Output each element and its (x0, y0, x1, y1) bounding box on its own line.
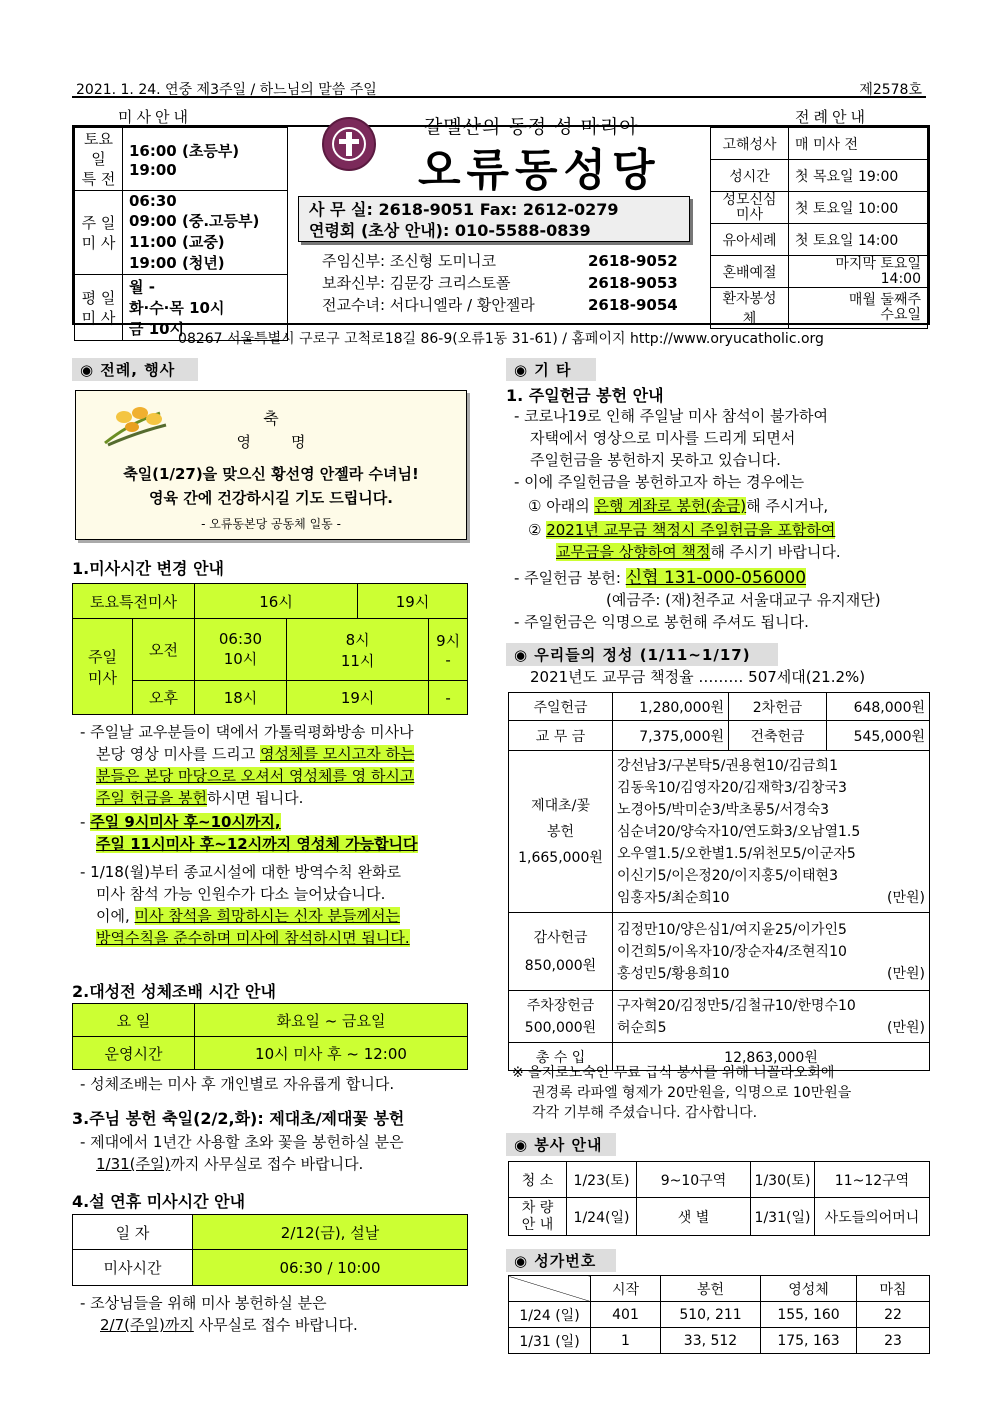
cell: 오전 (133, 619, 195, 681)
note-line: 주일 11시미사 후~12시까지 영성체 가능합니다 (96, 835, 418, 853)
mass-label-sat: 토요일 특 전 (75, 128, 123, 191)
cell: 건축헌금 (729, 721, 827, 751)
note-line: 이에, 미사 참석을 희망하시는 신자 분들께서는 (96, 907, 400, 925)
donation-note (512, 1063, 851, 1123)
cell: 오후 (133, 681, 195, 715)
cell: 22 (857, 1302, 930, 1328)
hymn-header: 마침 (857, 1276, 930, 1302)
cell: 9~10구역 (637, 1162, 751, 1198)
cell: 9시 - (429, 619, 468, 681)
cell (509, 1276, 591, 1302)
liturgy-row (711, 128, 928, 160)
liturgy-value: 첫 토요일 14:00 (789, 224, 928, 256)
cell: 샛 별 (637, 1198, 751, 1236)
greeting-title: 축 (263, 409, 279, 428)
cell: 155, 160 (761, 1302, 857, 1328)
liturgy-row (711, 224, 928, 256)
service-table (508, 1161, 930, 1236)
cell: 1,280,000원 (613, 693, 729, 721)
lunar-note (80, 1292, 358, 1336)
note-line: - 주일헌금 봉헌: 신협 131-000-056000 (514, 568, 807, 588)
note-line: 1/31(주일)까지 사무실로 접수 바랍니다. (96, 1155, 364, 1173)
mass-change-table (72, 583, 468, 715)
office-phone-line: 사 무 실: 2618-9051 Fax: 2612-0279 (309, 200, 619, 219)
parish-name: 오류동성당 (418, 145, 661, 196)
liturgy-label: 성모신심 미사 (711, 192, 789, 224)
liturgy-label: 환자봉성체 (711, 288, 789, 329)
parish-address: 08267 서울특별시 구로구 고척로18길 86-9(오류1동 31-61) / 홈페이지 http://www.oryucatholic.org (178, 331, 824, 347)
cell: 10시 미사 후 ~ 12:00 (195, 1037, 468, 1070)
funeral-contact-line: 연령회 (초상 안내): 010-5588-0839 (309, 221, 591, 240)
offering-guide-text (514, 405, 934, 633)
greeting-subtitle: 영명 (236, 433, 346, 451)
mass-times-sat: 16:00 (초등부) 19:00 (123, 128, 288, 191)
liturgy-value: 매 미사 전 (789, 128, 928, 160)
cell: 2/12(금), 설날 (193, 1215, 468, 1250)
adoration-note: - 성체조배는 미사 후 개인별로 자유롭게 합니다. (80, 1075, 395, 1093)
cell: 토요특전미사 (73, 584, 195, 619)
cell: 미사시간 (73, 1250, 193, 1286)
cell: 06:30 / 10:00 (193, 1250, 468, 1286)
cell: 11~12구역 (815, 1162, 930, 1198)
presentation-note (80, 1131, 404, 1175)
section-offerings: ◉ 우리들의 정성 (1/11~1/17) (506, 643, 778, 666)
cell: 감사헌금 850,000원 (509, 913, 613, 991)
note-line: 분들은 본당 마당으로 오셔서 영성체를 영 하시고 (96, 767, 415, 785)
heading-offering-guide: 1. 주일헌금 봉헌 안내 (506, 386, 664, 405)
cell: 화요일 ~ 금요일 (195, 1004, 468, 1037)
note-line: - 주일헌금은 익명으로 봉헌해 주셔도 됩니다. (514, 613, 809, 631)
cell: 545,000원 (827, 721, 930, 751)
note-line: ※ 을지로노숙인 무료 급식 봉사를 위해 니꼴라오회에 (512, 1065, 835, 1081)
cell: 1/24(일) (567, 1198, 637, 1236)
cell: 2차헌금 (729, 693, 827, 721)
cell: 18시 (195, 681, 287, 715)
cell: 사도들의어머니 (815, 1198, 930, 1236)
cell: 19시 (287, 681, 429, 715)
feast-day-greeting (75, 390, 467, 540)
liturgy-value: 마지막 토요일 14:00 (789, 256, 928, 288)
hymn-date: 1/24 (일) (509, 1302, 591, 1328)
liturgy-row (711, 256, 928, 288)
cell: 1/23(토) (567, 1162, 637, 1198)
cell: 23 (857, 1328, 930, 1354)
note-line: 2/7(주일)까지 사무실로 접수 바랍니다. (100, 1316, 358, 1334)
section-service: ◉ 봉사 안내 (506, 1133, 616, 1156)
mass-label-weekday: 평 일 미 사 (75, 275, 123, 341)
cell: 16시 (195, 584, 358, 619)
heading-lunar-new-year: 4.설 연휴 미사시간 안내 (72, 1192, 246, 1211)
note-line: - 코로나19로 인해 주일날 미사 참석이 불가하여 (514, 407, 828, 425)
clergy-phone: 2618-9052 (588, 252, 678, 270)
note-line: 주일 헌금을 봉헌하시면 됩니다. (96, 789, 304, 807)
cell: 제대초/꽃 봉헌 1,665,000원 (509, 751, 613, 913)
liturgy-value: 첫 토요일 10:00 (789, 192, 928, 224)
mass-times-weekday: 월 - 화·수·목 10시 금 10시 (123, 275, 288, 341)
adoration-table (72, 1003, 468, 1070)
cell: 12,863,000원 (613, 1043, 930, 1071)
note-line: 방역수칙을 준수하며 미사에 참석하시면 됩니다. (96, 929, 410, 947)
section-other: ◉ 기 타 (506, 358, 596, 381)
offerings-table (508, 692, 930, 1071)
note-line: 교무금을 상향하여 책정해 주시기 바랍니다. (556, 543, 841, 561)
cell: 운영시간 (73, 1037, 195, 1070)
cell: 주일 미사 (73, 619, 133, 715)
section-hymns: ◉ 성가번호 (506, 1249, 616, 1272)
cell: 06:30 10시 (195, 619, 287, 681)
cell: 강선남3/구본탁5/권용현10/김금희1 김동욱10/김영자20/김재학3/김창국3 노경아5/박미순3/박초롱5/서경숙3 심순녀20/양숙자10/연도화3/오남열1.5 오우열1.5/오한별1.5/위천모5/이군자5 이신기5/이은정20/이지홍5/이태현3 임홍자5/최순희10 (만원) (613, 751, 930, 913)
cell: 19시 (358, 584, 468, 619)
section-liturgy-events: ◉ 전례, 행사 (72, 358, 198, 381)
liturgy-label: 고해성사 (711, 128, 789, 160)
greeting-signature: - 오류동본당 공동체 일동 - (201, 517, 341, 531)
note-line: - 1/18(월)부터 종교시설에 대한 방역수칙 완화로 (80, 863, 401, 881)
cell: 7,375,000원 (613, 721, 729, 751)
note-line: - 주일날 교우분들이 댁에서 가톨릭평화방송 미사나 (80, 723, 414, 741)
cell: 1/30(토) (751, 1162, 815, 1198)
issue-number: 제2578호 (859, 82, 922, 98)
cell: 401 (591, 1302, 661, 1328)
note-line: (예금주: (재)천주교 서울대교구 유지재단) (606, 591, 881, 609)
cell: 1 (591, 1328, 661, 1354)
note-line: ② 2021년 교무금 책정시 주일헌금을 포함하여 (528, 521, 836, 539)
parish-subtitle: 갈멜산의 동정 성 마리아 (424, 116, 639, 138)
cell: 교 무 금 (509, 721, 613, 751)
cell: 33, 512 (661, 1328, 761, 1354)
clergy-name: 보좌신부: 김문강 크리스토폴 (322, 274, 511, 292)
liturgy-value: 매월 둘째주 수요일 (789, 288, 928, 329)
hymn-date: 1/31 (일) (509, 1328, 591, 1354)
parish-logo (322, 117, 376, 171)
clergy-name: 전교수녀: 서다니엘라 / 황안젤라 (322, 296, 535, 314)
cell: 차 량 안 내 (509, 1198, 567, 1236)
mass-change-notes (80, 721, 480, 949)
cell: 175, 163 (761, 1328, 857, 1354)
heading-presentation-feast: 3.주님 봉헌 축일(2/2,화): 제대초/제대꽃 봉헌 (72, 1109, 405, 1128)
liturgy-label: 성시간 (711, 160, 789, 192)
cell: 일 자 (73, 1215, 193, 1250)
liturgy-label: 유아세례 (711, 224, 789, 256)
note-line: - 조상님들을 위해 미사 봉헌하실 분은 (80, 1294, 327, 1312)
note-line: 권경록 라파엘 형제가 20만원을, 익명으로 10만원을 (532, 1085, 852, 1101)
cell: 1/31(일) (751, 1198, 815, 1236)
heading-adoration: 2.대성전 성체조배 시간 안내 (72, 982, 276, 1001)
cell: 주일헌금 (509, 693, 613, 721)
liturgy-row (711, 288, 928, 329)
cell: 주차장헌금 500,000원 (509, 991, 613, 1043)
liturgy-row (711, 192, 928, 224)
cell: 648,000원 (827, 693, 930, 721)
note-line: ① 아래의 은행 계좌로 봉헌(송금)해 주시거나, (528, 497, 829, 515)
greeting-line1: 축일(1/27)을 맞으신 황선영 안젤라 수녀님! (123, 465, 419, 483)
cell: 요 일 (73, 1004, 195, 1037)
hymn-header: 봉헌 (661, 1276, 761, 1302)
office-contact-box (298, 196, 690, 242)
hymn-table (508, 1275, 930, 1354)
note-line: 각각 기부해 주셨습니다. 감사합니다. (532, 1105, 758, 1121)
mass-info-title: 미사안내 (118, 108, 192, 126)
note-line: 주일헌금을 봉헌하지 못하고 있습니다. (530, 451, 781, 469)
note-line: 미사 참석 가능 인원수가 다소 늘어났습니다. (96, 885, 386, 903)
clergy-name: 주임신부: 조신형 도미니코 (322, 252, 496, 270)
cell: 구자혁20/김정만5/김철규10/한명수10 허순희5 (만원) (613, 991, 930, 1043)
cell: 김정만10/양은심1/여지윤25/이가인5 이건희5/이옥자10/장순자4/조현직10 홍성민5/황용희10 (만원) (613, 913, 930, 991)
heading-mass-change: 1.미사시간 변경 안내 (72, 559, 224, 578)
liturgy-info-title: 전례안내 (795, 108, 869, 126)
mass-schedule-table (74, 127, 288, 341)
hymn-header: 시작 (591, 1276, 661, 1302)
issue-bar (72, 78, 926, 98)
hymn-header: 영성체 (761, 1276, 857, 1302)
cell: 510, 211 (661, 1302, 761, 1328)
tithe-rate: 2021년도 교무금 책정율 ……… 507세대(21.2%) (530, 668, 866, 686)
note-line: 자택에서 영상으로 미사를 드리게 되면서 (530, 429, 796, 447)
issue-date: 2021. 1. 24. 연중 제3주일 / 하느님의 말씀 주일 (76, 82, 377, 98)
mass-times-sun: 06:30 09:00 (중.고등부) 11:00 (교중) 19:00 (청년) (123, 191, 288, 275)
greeting-line2: 영육 간에 건강하시길 기도 드립니다. (149, 489, 393, 507)
note-line: - 이에 주일헌금을 봉헌하고자 하는 경우에는 (514, 473, 805, 491)
note-line: - 제대에서 1년간 사용할 초와 꽃을 봉헌하실 분은 (80, 1133, 404, 1151)
liturgy-table (710, 127, 928, 329)
liturgy-value: 첫 목요일 19:00 (789, 160, 928, 192)
clergy-phone: 2618-9054 (588, 296, 678, 314)
clergy-list (322, 250, 678, 316)
clergy-phone: 2618-9053 (588, 274, 678, 292)
note-line: - 주일 9시미사 후~10시까지, (80, 813, 281, 831)
liturgy-label: 혼배예절 (711, 256, 789, 288)
cell: - (429, 681, 468, 715)
cell: 청 소 (509, 1162, 567, 1198)
lunar-mass-table (72, 1214, 468, 1286)
liturgy-row (711, 160, 928, 192)
note-line: 본당 영상 미사를 드리고 영성체를 모시고자 하는 (96, 745, 415, 763)
cell: 8시 11시 (287, 619, 429, 681)
mass-label-sun: 주 일 미 사 (75, 191, 123, 275)
cell: 총 수 입 (509, 1043, 613, 1071)
